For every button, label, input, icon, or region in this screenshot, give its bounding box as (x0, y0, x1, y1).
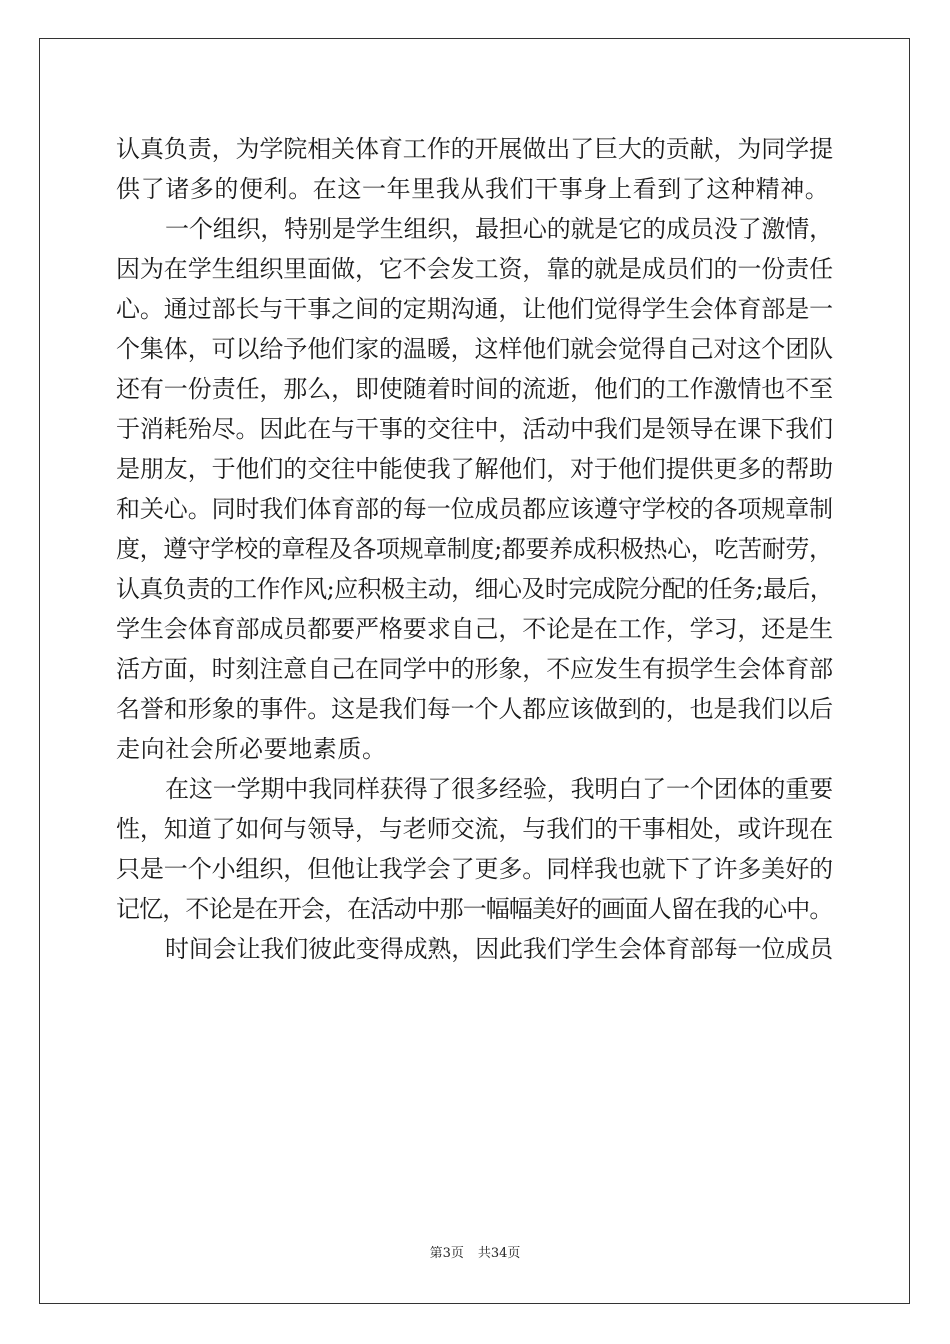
text-line: 活方面，时刻注意自己在同学中的形象，不应发生有损学生会体育部 (116, 655, 833, 683)
text-line: 认真负责，为学院相关体育工作的开展做出了巨大的贡献，为同学提 (116, 135, 833, 163)
paragraph-start-line: 时间会让我们彼此变得成熟，因此我们学生会体育部每一位成员 (165, 935, 833, 963)
page-total: 共34页 (477, 1246, 521, 1261)
document-body (116, 129, 836, 969)
text-line: 是朋友，于他们的交往中能使我了解他们，对于他们提供更多的帮助 (116, 455, 833, 483)
text-line: 度，遵守学校的章程及各项规章制度;都要养成积极热心，吃苦耐劳， (116, 535, 833, 563)
paragraph-start-line: 在这一学期中我同样获得了很多经验，我明白了一个团体的重要 (165, 775, 833, 803)
text-line: 还有一份责任，那么，即使随着时间的流逝，他们的工作激情也不至 (116, 375, 833, 403)
text-line: 于消耗殆尽。因此在与干事的交往中，活动中我们是领导在课下我们 (116, 415, 833, 443)
paragraph-start-line: 一个组织，特别是学生组织，最担心的就是它的成员没了激情， (165, 215, 833, 243)
text-line: 学生会体育部成员都要严格要求自己，不论是在工作，学习，还是生 (116, 615, 833, 643)
page-footer (0, 1245, 950, 1263)
text-line: 名誉和形象的事件。这是我们每一个人都应该做到的，也是我们以后 (116, 695, 833, 723)
text-line: 供了诸多的便利。在这一年里我从我们干事身上看到了这种精神。 (116, 175, 830, 203)
text-line: 心。通过部长与干事之间的定期沟通，让他们觉得学生会体育部是一 (116, 295, 833, 323)
page-number: 第3页 (429, 1246, 464, 1261)
text-line: 因为在学生组织里面做，它不会发工资，靠的就是成员们的一份责任 (116, 255, 833, 283)
text-line: 记忆，不论是在开会，在活动中那一幅幅美好的画面人留在我的心中。 (116, 895, 833, 923)
text-line: 个集体，可以给予他们家的温暖，这样他们就会觉得自己对这个团队 (116, 335, 833, 363)
text-line: 只是一个小组织，但他让我学会了更多。同样我也就下了许多美好的 (116, 855, 833, 883)
text-line: 认真负责的工作作风;应积极主动，细心及时完成院分配的任务;最后， (116, 575, 834, 603)
text-line: 性，知道了如何与领导，与老师交流，与我们的干事相处，或许现在 (116, 815, 833, 843)
text-line: 和关心。同时我们体育部的每一位成员都应该遵守学校的各项规章制 (116, 495, 833, 523)
text-line: 走向社会所必要地素质。 (116, 735, 387, 763)
